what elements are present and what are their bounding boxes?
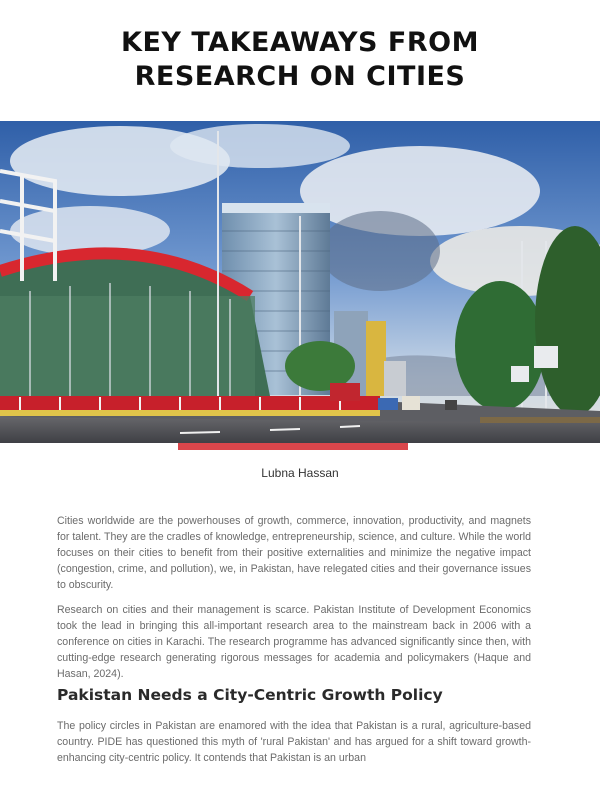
paragraph-2: Research on cities and their management is scarce. Pakistan Institute of Development Economics took the lead in bringing this all-important research area to the mainstream back in 2006 with a conference on cities in Karachi. The research programme has advanced significantly since then, with cutting-edge research generating rigorous messages for academia and policymakers (Haque and Hasan, 2024). [57, 604, 531, 680]
title-line-2: RESEARCH ON CITIES [134, 61, 466, 92]
section-heading: Pakistan Needs a City-Centric Growth Policy [57, 686, 443, 704]
article-title [0, 26, 600, 94]
paragraph-1: Cities worldwide are the powerhouses of growth, commerce, innovation, productivity, and magnets for talent. They are the cradles of knowledge, entrepreneurship, science, and culture. While the world focuses on their cities to benefit from their positive externalities and minimize the negative impact (congestion, crime, and pollution), we, in Pakistan, have relegated cities and their governance issues to obscurity. [57, 515, 531, 591]
accent-bar [178, 443, 408, 450]
city-street-photo [0, 121, 600, 443]
author-name: Lubna Hassan [261, 466, 339, 480]
paragraph-3: The policy circles in Pakistan are enamored with the idea that Pakistan is a rural, agriculture-based country. PIDE has questioned this myth of 'rural Pakistan' and has argued for a shift toward growth-enhancing city-centric policy. It contends that Pakistan is an urban [57, 720, 531, 764]
title-line-1: KEY TAKEAWAYS FROM [121, 27, 479, 58]
